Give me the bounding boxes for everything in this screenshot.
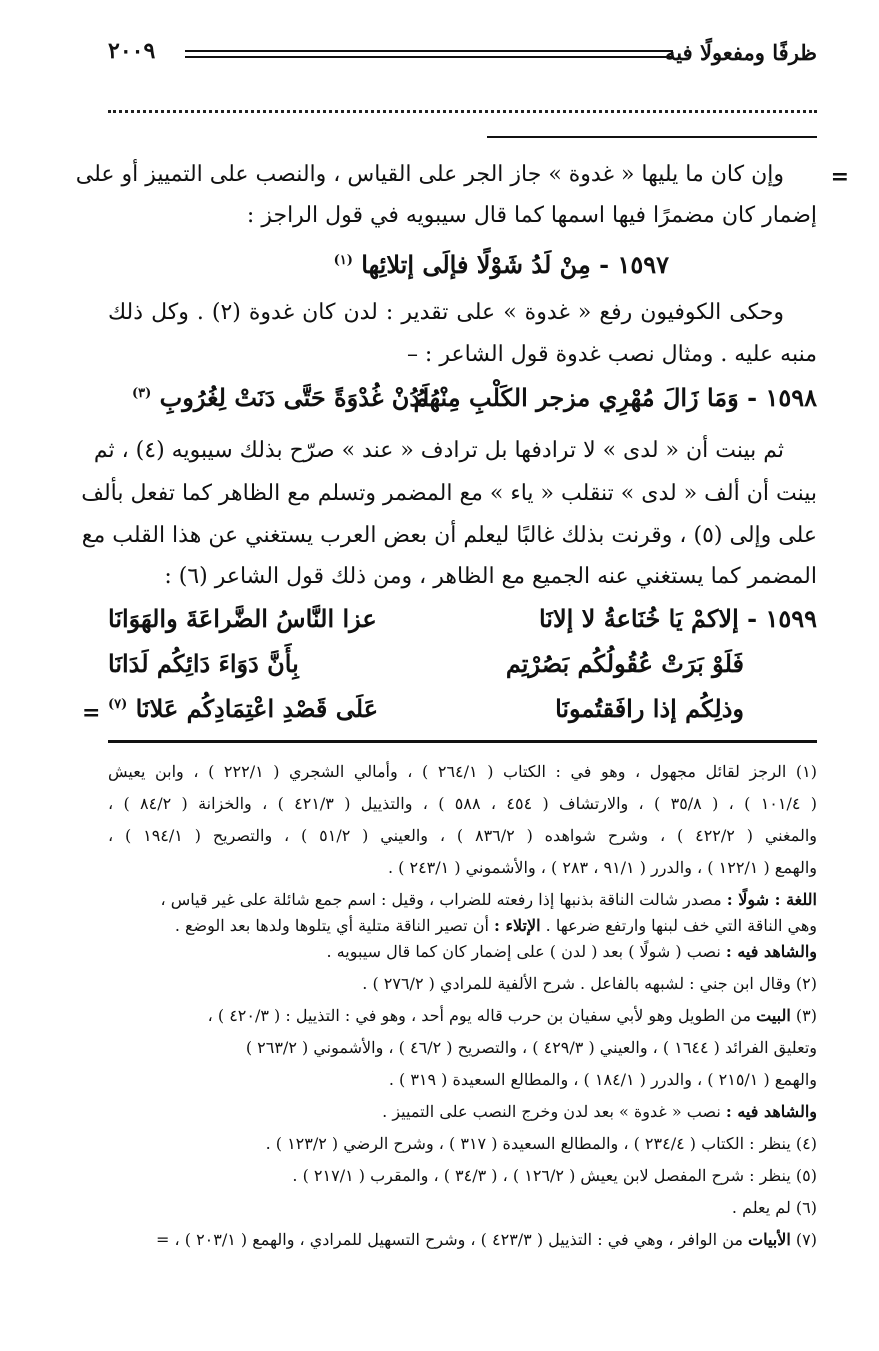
footnote-line: وتعليق الفرائد ( ١٦٤٤ ) ، والعيني ( ٤٢٩/٣ ) ، والتصريح ( ٤٦/٢ ) ، والأشموني ( ٢٦٣/٢ ) [245,1038,817,1057]
footnote-text: نصب « غدوة » بعد لدن وخرج النصب على التمييز . [382,1102,726,1121]
footnote-line: والهمع ( ٢١٥/١ ) ، والدرر ( ١٨٤/١ ) ، والمطالع السعيدة ( ٣١٩ ) . [388,1070,817,1089]
body-line: وإن كان ما يليها « غدوة » جاز الجر على القياس ، والنصب على التمييز أو على [75,162,784,187]
footnote-line [108,888,817,912]
footnote-term: اللغة : شولًا : [726,890,817,909]
footnote-term: والشاهد فيه : [725,1102,817,1121]
footnote-text: نصب ( شولًا ) بعد ( لدن ) على إضمار كان كما قال سيبويه . [326,942,726,961]
page-number: ٢٠٠٩ [108,38,156,64]
body-line: ثم بينت أن « لدى » لا ترادفها بل ترادف « عند » صرّح بذلك سيبويه (٤) ، ثم [93,438,784,463]
verse-number: ١٥٩٩ - [747,604,817,633]
footnote-term: الأبيات [748,1230,791,1249]
footnote-text: أن تصير الناقة متلية أي يتلوها ولدها بعد الوضع . [174,916,494,935]
footnote-term: البيت [756,1006,791,1025]
footnote-text: (٧) [790,1230,817,1249]
footnote-text: وهي الناقة التي خف لبنها وارتفع ضرعها . [540,916,817,935]
verse-text: عَلَى قَصْدِ اعْتِمَادِكُم عَلانَا [135,694,379,723]
header-rule-top [185,50,673,52]
footnote-line: (٢) وقال ابن جني : لشبهه بالفاعل . شرح الألفية للمرادي ( ٢٧٦/٢ ) . [362,974,817,993]
verse-number: ١٥٩٧ - [599,250,669,279]
verse-1599-line1-first [539,604,817,633]
verse-number: ١٥٩٨ - [747,383,817,412]
footnote-line: (٥) ينظر : شرح المفصل لابن يعيش ( ١٢٦/٢ ) ، ( ٣٤/٣ ) ، والمقرب ( ٢١٧/١ ) . [292,1166,817,1185]
verse-1599-line2-second: بِأَنَّ دَوَاءَ دَائِكُم لَدَانَا [108,649,299,678]
verse-1598-first-hemistich [414,383,817,412]
footnote-text: مصدر شالت الناقة بذنبها إذا رفعته للضراب ، وقيل : اسم جمع شائلة على غير قياس ، [160,890,727,909]
footnote-line: والمغني ( ٤٢٢/٢ ) ، وشرح شواهده ( ٨٣٦/٢ ) ، والعيني ( ٥١/٢ ) ، والتصريح ( ١٩٤/١ ) ، [108,826,817,845]
verse-1599-line3-first: وذلِكُم إذا رافَقتُمونَا [555,694,744,723]
body-line: إضمار كان مضمرًا فيها اسمها كما قال سيبويه في قول الراجز : [246,203,817,228]
footnote-line: (٦) لم يعلم . [731,1198,817,1217]
verse-1599-line1-second: عزا النَّاسُ الضَّراعَةَ والهَوَانَا [108,604,377,633]
verse-1597 [334,250,669,279]
footnote-line [108,914,817,938]
dotted-separator [108,110,817,119]
verse-text: وَمَا زَالَ مُهْرِي مزجر الكَلْبِ مِنْهُمُ [413,383,739,412]
section-rule [487,136,817,138]
footnote-text: من الطويل وهو لأبي سفيان بن حرب قاله يوم أحد ، وهو في : التذييل : ( ٤٢٠/٣ ) ، [207,1006,757,1025]
footnote-line: والهمع ( ١٢٢/١ ) ، والدرر ( ٩١/١ ، ٢٨٣ ) ، والأشموني ( ٢٤٣/١ ) . [387,858,817,877]
footnote-line: (٤) ينظر : الكتاب ( ٢٣٤/٤ ) ، والمطالع السعيدة ( ٣١٧ ) ، وشرح الرضي ( ١٢٣/٢ ) . [265,1134,817,1153]
footnote-term: والشاهد فيه : [725,942,817,961]
footnote-line [82,1228,817,1252]
body-line: منبه عليه . ومثال نصب غدوة قول الشاعر : – [406,342,817,367]
footnote-ref: (٣) [132,386,152,401]
footnote-line [108,1004,817,1028]
footnote-ref: (٧) [108,697,128,712]
continuation-mark-start: = [830,164,849,190]
running-header-title: ظرفًا ومفعولًا فيه [665,40,817,65]
body-line: وحكى الكوفيون رفع « غدوة » على تقدير : لدن كان غدوة (٢) . وكل ذلك [108,300,784,325]
body-line: المضمر كما يستغني عنه الجميع مع الظاهر ، ومن ذلك قول الشاعر (٦) : [164,564,817,589]
footnote-line: ( ١٠١/٤ ) ، ( ٣٥/٨ ) ، والارتشاف ( ٤٥٤ ، ٥٨٨ ) ، والتذييل ( ٤٢١/٣ ) ، والخزانة ( ٨٤/٢ ) ، [108,794,818,813]
footnote-rule [108,740,817,743]
footnote-text: (٣) [790,1006,817,1025]
verse-1598-second-hemistich [132,383,429,412]
verse-1599-line3-second [108,694,378,723]
footnote-text: من الوافر ، وهي في : التذييل ( ٤٢٣/٣ ) ، وشرح التسهيل للمرادي ، والهمع ( ٢٠٣/١ ) ، = [156,1230,749,1249]
body-line: بينت أن ألف « لدى » تنقلب « ياء » مع المضمر وتسلم مع الظاهر كما تفعل بألف [81,481,817,506]
continuation-mark-end: = [82,700,101,726]
footnote-line [108,1100,817,1124]
footnote-term: الإتلاء : [494,916,541,935]
verse-text: مِنْ لَدُ شَوْلًا فإلَى إتلائِها [361,250,591,279]
footnote-line [108,940,817,964]
footnote-ref: (١) [333,253,353,268]
footnote-line: (١) الرجز لقائل مجهول ، وهو في : الكتاب ( ٢٦٤/١ ) ، وأمالي الشجري ( ٢٢٢/١ ) ، وابن يعيش [108,762,818,781]
verse-text: إلاكمْ يَا خُنَاعةُ لا إلانَا [538,604,739,633]
header-rule-bottom [185,56,673,58]
verse-text: لَدُنْ غُدْوَةً حَتَّى دَنَتْ لِغُرُوبِ [159,383,430,412]
verse-1599-line2-first: فَلَوْ بَرَتْ عُقُولُكُم بَصُرْتِم [505,649,744,678]
body-line: على وإلى (٥) ، وقرنت بذلك غالبًا ليعلم أن بعض العرب يستغني عن هذا القلب مع [81,523,817,548]
